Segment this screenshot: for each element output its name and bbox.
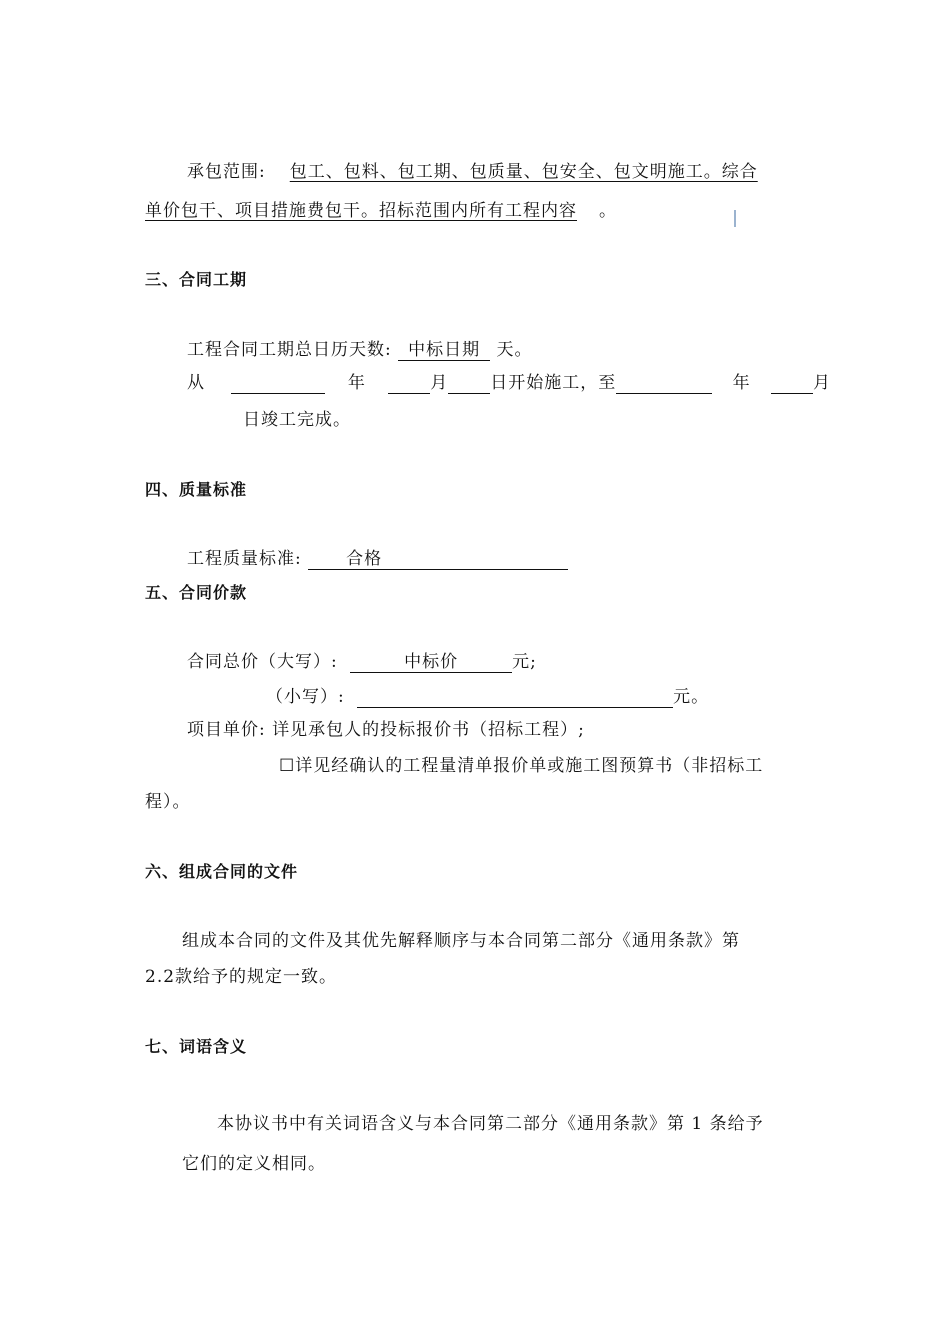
end-year-label: 年 [732, 373, 751, 393]
from-label: 从 [187, 373, 205, 393]
start-text: 日开始施工，至 [490, 373, 617, 393]
small-price-line [266, 686, 709, 708]
end-month-field[interactable] [771, 375, 813, 394]
total-price-label: 合同总价（大写）: [187, 652, 338, 672]
quality-label: 工程质量标准: [187, 549, 302, 569]
scope-label: 承包范围: [187, 162, 266, 182]
scope-line-1 [187, 161, 758, 183]
total-price-line [187, 651, 537, 673]
section-7-line-1: 本协议书中有关词语含义与本合同第二部分《通用条款》第 1 条给予 [217, 1114, 764, 1134]
end-text: 日竣工完成。 [243, 410, 351, 430]
start-month-field[interactable] [388, 375, 430, 394]
unit-price-label: 项目单价: [187, 720, 266, 740]
small-price-label: （小写）: [266, 687, 345, 707]
section-6-line-2: 2.2款给予的规定一致。 [145, 967, 338, 987]
duration-line [187, 339, 533, 361]
text-cursor [734, 210, 736, 227]
period-line [187, 372, 832, 394]
small-price-field[interactable] [357, 689, 673, 708]
section-7-line-2: 它们的定义相同。 [182, 1154, 326, 1174]
section-7-title: 七、词语含义 [145, 1037, 248, 1056]
scope-text-2: 单价包干、项目措施费包干。招标范围内所有工程内容 [145, 201, 577, 221]
section-3-title: 三、合同工期 [145, 270, 248, 289]
start-year-label: 年 [347, 373, 366, 393]
alt-price-text: 详见经确认的工程量清单报价单或施工图预算书（非招标工 [295, 756, 764, 776]
small-price-unit: 元。 [673, 687, 710, 707]
duration-unit: 天。 [496, 340, 533, 360]
scope-text-1: 包工、包料、包工期、包质量、包安全、包文明施工。综合 [289, 162, 758, 182]
section-4-title: 四、质量标准 [145, 480, 248, 499]
total-price-field[interactable]: 中标价 [350, 652, 512, 673]
quality-value-field[interactable] [308, 549, 568, 570]
total-price-unit: 元; [512, 652, 537, 672]
start-year-field[interactable] [231, 375, 325, 394]
alt-price-text-2: 程）。 [145, 792, 191, 812]
scope-line-2 [145, 200, 617, 222]
scope-end: 。 [599, 201, 617, 221]
unit-price-line [187, 719, 585, 741]
end-month-label: 月 [813, 373, 832, 393]
checkbox[interactable]: ☐ [279, 756, 296, 776]
alt-price-line [279, 755, 763, 777]
quality-value: 合格 [346, 549, 383, 569]
duration-value-field[interactable]: 中标日期 [398, 340, 490, 361]
end-year-field[interactable] [616, 375, 712, 394]
section-6-title: 六、组成合同的文件 [145, 862, 299, 881]
duration-label: 工程合同工期总日历天数: [187, 340, 392, 360]
start-month-label: 月 [430, 373, 449, 393]
unit-price-text: 详见承包人的投标报价书（招标工程）; [272, 720, 585, 740]
section-5-title: 五、合同价款 [145, 583, 248, 602]
quality-line [187, 548, 568, 570]
start-day-field[interactable] [448, 375, 490, 394]
section-6-line-1: 组成本合同的文件及其优先解释顺序与本合同第二部分《通用条款》第 [182, 931, 740, 951]
